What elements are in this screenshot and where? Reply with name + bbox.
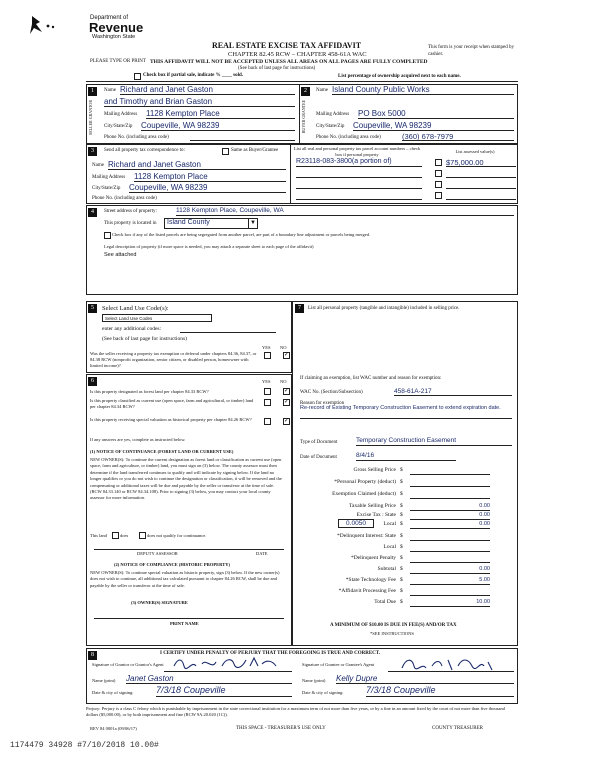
- buyer-side-label: BUYER GRANTEE: [301, 100, 306, 134]
- type-or-print: PLEASE TYPE OR PRINT: [90, 59, 146, 64]
- s3-name-value[interactable]: Richard and Janet Gaston: [108, 160, 286, 170]
- partial-sale-checkbox[interactable]: [134, 73, 141, 80]
- seller-mailing-value[interactable]: 1128 Kempton Place: [146, 109, 295, 119]
- agency-state: Washington State: [92, 34, 136, 40]
- form-warning: THIS AFFIDAVIT WILL NOT BE ACCEPTED UNLESS ALL AREAS ON ALL PAGES ARE FULLY COMPLETED: [150, 59, 428, 65]
- doc-date-value[interactable]: 8/4/16: [356, 452, 456, 461]
- see-back-note: (See back of last page for instructions): [238, 66, 316, 71]
- rev-label: REV 84 0001a (09/06/17): [90, 726, 137, 731]
- agency-line1: Department of: [90, 15, 129, 21]
- land-use-label: Select Land Use Code(s):: [102, 305, 169, 312]
- grantee-name-value[interactable]: Kelly Dupre: [336, 674, 514, 684]
- parcel-line-4[interactable]: [296, 192, 422, 200]
- buyer-mailing-label: Mailing Address: [316, 112, 350, 117]
- s5-q1: Was the seller receiving a property tax exemption or deferral under chapters 84.36, 84.37, or 84.38 RCW (nonprofit organization, senior citizen, or disabled person, homeowner with limited income)?: [90, 351, 257, 368]
- fee-label: *State Technology Fee: [345, 577, 396, 583]
- fee-value[interactable]: 0.00: [410, 512, 490, 520]
- does-checkbox[interactable]: [112, 532, 119, 539]
- fee-row-processing: *Affidavit Processing Fee $: [300, 588, 500, 598]
- buyer-city-label: City/State/Zip: [316, 124, 345, 129]
- section-number-1: 1: [88, 87, 97, 96]
- grantor-name-label: Name (print): [92, 678, 116, 683]
- s3-name-label: Name: [92, 163, 104, 168]
- additional-codes-input[interactable]: [180, 325, 276, 333]
- minimum-note: A MINIMUM OF $10.00 IS DUE IN FEE(S) AND/OR TAX: [330, 623, 457, 628]
- fee-row-gross: Gross Selling Price $: [300, 467, 500, 477]
- fee-value[interactable]: 5.00: [410, 577, 490, 585]
- grantor-date-value[interactable]: 7/3/18 Coupeville: [156, 685, 292, 697]
- buyer-city-value[interactable]: Coupeville, WA 98239: [353, 121, 514, 131]
- segregate-checkbox[interactable]: [104, 232, 111, 239]
- fee-value[interactable]: [410, 479, 490, 487]
- wac-value[interactable]: 458-61A-217: [394, 388, 512, 396]
- s5-q1-no-checkbox[interactable]: [283, 352, 290, 359]
- assessed-line-4[interactable]: [446, 192, 516, 200]
- doc-date-label: Date of Document: [300, 455, 337, 460]
- s6-q3-yes-checkbox[interactable]: [264, 418, 271, 425]
- s5-yes: YES: [262, 345, 271, 350]
- s5-q1-yes-checkbox[interactable]: [264, 352, 271, 359]
- check-icon: ✓: [284, 399, 290, 405]
- s6-no: NO: [280, 379, 287, 384]
- see-instructions: *SEE INSTRUCTIONS: [370, 631, 414, 636]
- buyer-mailing-value[interactable]: PO Box 5000: [358, 109, 514, 119]
- correspondence-label: Send all property tax correspondence to:: [104, 148, 185, 153]
- additional-codes-label: enter any additional codes:: [102, 326, 162, 332]
- personal-property-checkbox-3[interactable]: [435, 181, 442, 188]
- fee-label: *Delinquent Interest: State: [337, 533, 396, 539]
- buyer-phone-value[interactable]: (360) 678-7979: [402, 132, 514, 141]
- check-icon: ✓: [284, 418, 290, 424]
- personal-property-checkbox-4[interactable]: [435, 192, 442, 199]
- county-select[interactable]: [164, 218, 258, 229]
- personal-property-label: List all personal property (tangible and intangible) included in selling price.: [308, 306, 460, 311]
- fee-label: Gross Selling Price: [353, 467, 396, 473]
- s6-if-yes: If any answers are yes, complete as instructed below.: [90, 437, 186, 442]
- perjury-note: Perjury: Perjury is a class C felony which is punishable by imprisonment in the state correctional institution for a maximum term of not more than five years, or by a fine in an amount fixed by the court of not more than five thousand dollars ($5,000.00), or by both imprisonment and fine (RCW 9A.20.020 (1C)).: [86, 706, 505, 717]
- fee-label: Exemption Claimed (deduct): [332, 491, 396, 497]
- fee-row-interest-local: Local $: [300, 544, 500, 554]
- seller-phone-value[interactable]: [190, 133, 295, 141]
- fee-row-taxable: Taxable Selling Price $ 0.00: [349, 503, 490, 509]
- seller-side-label: SELLER GRANTOR: [88, 100, 93, 135]
- fee-label: Local: [383, 544, 396, 550]
- fee-value[interactable]: [410, 491, 490, 499]
- does-label: does: [120, 533, 129, 538]
- notice2-title: (2) NOTICE OF COMPLIANCE (HISTORIC PROPERTY): [114, 562, 230, 567]
- grantee-signature[interactable]: [388, 660, 514, 672]
- does-not-checkbox[interactable]: [139, 532, 146, 539]
- ownership-note: List percentage of ownership acquired next to each name.: [338, 74, 461, 79]
- deputy-date-label: DATE: [256, 551, 268, 556]
- parcel-header: List all real and personal property tax parcel account numbers – check box if personal property: [293, 146, 421, 157]
- agency-logo-icon: [28, 12, 58, 38]
- land-use-select[interactable]: Select Land Use Codes: [102, 314, 212, 322]
- fee-row-tech-fee: *State Technology Fee $ 5.00: [345, 577, 490, 583]
- grantor-signature[interactable]: [164, 660, 292, 672]
- grantee-signature-icon: [388, 656, 514, 672]
- personal-property-checkbox-2[interactable]: [435, 170, 442, 177]
- fee-value[interactable]: [410, 467, 490, 475]
- seller-city-label: City/State/Zip: [104, 124, 133, 129]
- fee-row-subtotal: Subtotal $ 0.00: [377, 566, 490, 572]
- assessed-value[interactable]: $75,000.00: [446, 158, 516, 167]
- check-icon: ✓: [284, 388, 290, 394]
- seller-city-value[interactable]: Coupeville, WA 98239: [141, 121, 295, 131]
- grantor-name-value[interactable]: Janet Gaston: [126, 674, 292, 684]
- check-icon: ✓: [284, 352, 290, 358]
- fee-label: Excise Tax : State: [356, 512, 396, 518]
- fee-value[interactable]: 0.00: [410, 566, 490, 574]
- receipt-note: This form is your receipt when stamped by cashier.: [428, 45, 514, 57]
- s3-city-value[interactable]: Coupeville, WA 98239: [129, 183, 286, 193]
- buyer-name-label: Name: [316, 88, 328, 93]
- s6-q3: Is this property receiving special valuation as historical property per chapter 84.26 RCW?: [90, 417, 252, 422]
- grantor-date-label: Date & city of signing:: [92, 690, 134, 695]
- form-chapter: CHAPTER 82.45 RCW – CHAPTER 458-61A WAC: [228, 51, 367, 58]
- s3-mailing-label: Mailing Address: [92, 175, 126, 180]
- form-title: REAL ESTATE EXCISE TAX AFFIDAVIT: [212, 41, 362, 50]
- treasurer-space-label: THIS SPACE - TREASURER'S USE ONLY: [236, 726, 326, 731]
- wac-label: WAC No. (Section/Subsection): [300, 390, 363, 395]
- fee-value[interactable]: [410, 533, 490, 541]
- section-number-6: 6: [88, 377, 97, 386]
- fee-row-personal: *Personal Property (deduct) $: [300, 479, 500, 489]
- assessed-header: List assessed value(s): [455, 149, 495, 154]
- section-4: [86, 205, 518, 295]
- reason-value[interactable]: Re-record of Existing Temporary Construction Easement to extend expiration date.: [300, 405, 512, 419]
- section-number-5: 5: [88, 304, 97, 313]
- fee-label: *Personal Property (deduct): [334, 479, 396, 485]
- assessed-line-2[interactable]: [446, 170, 516, 178]
- notice1-title: (1) NOTICE OF CONTINUANCE (FOREST LAND OR CURRENT USE): [90, 449, 234, 454]
- section-number-7: 7: [295, 304, 304, 313]
- county-treasurer-label: COUNTY TREASURER: [432, 726, 483, 731]
- county-select-value: Island County: [167, 219, 210, 226]
- s3-city-label: City/State/Zip: [92, 186, 121, 191]
- s3-mailing-value[interactable]: 1128 Kempton Place: [134, 172, 286, 182]
- seller-phone-label: Phone No. (including area code): [104, 135, 169, 140]
- parcel-line-2[interactable]: [296, 170, 422, 178]
- seller-name-value[interactable]: Richard and Janet Gaston: [120, 85, 295, 95]
- notice1-body: NEW OWNER(S): To continue the current designation as forest land or classification as current use (open space, farm and agriculture, or timber) land, you must sign on (3) below. The county assessor must then determine if the land transferred continues to qualify and will indicate by signing below. If the land no longer qualifies or you do not wish to continue the designation or classification, it will be removed and the compensating or additional taxes will be due and payable by the seller or transferor at the time of sale. (RCW 84.33.140 or RCW 84.34.108). Prior to signing (3) below, you may contact your local county assessor for more information.: [90, 457, 282, 501]
- grantee-sig-label: Signature of Grantee or Grantee's Agent: [302, 662, 375, 667]
- s5-no: NO: [280, 345, 287, 350]
- same-as-buyer-label: Same as Buyer/Grantee: [231, 148, 279, 153]
- does-not-label: does not qualify for continuance.: [147, 533, 207, 538]
- fee-value[interactable]: 0.00: [410, 521, 490, 529]
- seller-mailing-label: Mailing Address: [104, 112, 138, 117]
- recording-stamp: 1174479 34928 #7/10/2018 10.00#: [10, 741, 159, 750]
- reason-label: Reason for exemption: [300, 401, 345, 406]
- grantee-date-value[interactable]: 7/3/18 Coupeville: [366, 685, 514, 697]
- owner-signature-label: (3) OWNER(S) SIGNATURE: [131, 600, 188, 605]
- s6-q3-no-checkbox[interactable]: [283, 418, 290, 425]
- fee-row-local-tax: Local $ 0.00: [383, 521, 490, 527]
- section-number-4: 4: [88, 208, 97, 217]
- s6-yes: YES: [262, 379, 271, 384]
- fee-label: Taxable Selling Price: [349, 503, 396, 509]
- street-value[interactable]: 1128 Kempton Place, Coupeville, WA: [176, 207, 514, 216]
- fee-value[interactable]: [410, 555, 490, 563]
- partial-sale-label: Check box if partial sale, indicate % ____ sold.: [143, 73, 244, 78]
- section-number-3: 3: [88, 147, 97, 156]
- fee-label: Total Due: [374, 599, 396, 605]
- buyer-name-value[interactable]: Island County Public Works: [332, 85, 514, 95]
- section-6: [86, 374, 292, 646]
- this-land-label: This land: [90, 533, 107, 538]
- fee-label: *Affidavit Processing Fee: [338, 588, 396, 594]
- located-label: This property is located in: [104, 221, 157, 226]
- fee-value[interactable]: [410, 544, 490, 552]
- fee-label: Local: [383, 521, 396, 527]
- seller-name-label: Name: [104, 88, 116, 93]
- seller-name-value2[interactable]: and Timothy and Brian Gaston: [104, 97, 295, 107]
- local-rate-box[interactable]: 0.0050: [338, 519, 374, 528]
- s6-q2: Is this property classified as current use (open space, farm and agricultural, or timber) land per chapter 84.34 RCW?: [90, 398, 254, 409]
- street-label: Street address of property:: [104, 209, 157, 214]
- grantor-signature-icon: [164, 656, 292, 672]
- parcel-line-3[interactable]: [296, 181, 422, 189]
- fee-row-penalty: *Delinquent Penalty $: [300, 555, 500, 565]
- grantor-sig-label: Signature of Grantor or Grantor's Agent: [92, 662, 164, 667]
- fee-label: *Delinquent Penalty: [350, 555, 396, 561]
- doc-type-label: Type of Document: [300, 440, 338, 445]
- personal-property-checkbox-1[interactable]: [435, 159, 442, 166]
- fee-label: Subtotal: [377, 566, 396, 572]
- parcel-number-value[interactable]: R23118-083-3800(a portion of): [296, 158, 422, 167]
- buyer-phone-label: Phone No. (including area code): [316, 135, 381, 140]
- legal-label: Legal description of property (if more space is needed, you may attach a separate sheet to each page of the affidavit): [104, 244, 314, 249]
- same-as-buyer-checkbox[interactable]: [222, 148, 229, 155]
- assessed-line-3[interactable]: [446, 181, 516, 189]
- s6-q2-no-checkbox[interactable]: [283, 399, 290, 406]
- chevron-down-icon: ▼: [248, 219, 257, 228]
- fee-value[interactable]: [410, 588, 490, 596]
- s6-q1-no-checkbox[interactable]: [283, 388, 290, 395]
- print-name-label: PRINT NAME: [170, 621, 199, 626]
- section-number-2: 2: [301, 87, 310, 96]
- deputy-assessor-label: DEPUTY ASSESSOR: [137, 551, 178, 556]
- s6-q1: Is this property designated as forest land per chapter 84.33 RCW?: [90, 389, 209, 394]
- s6-q2-yes-checkbox[interactable]: [264, 399, 271, 406]
- fee-value[interactable]: 0.00: [410, 503, 490, 511]
- agency-name: Revenue: [89, 20, 144, 35]
- fee-row-exemption: Exemption Claimed (deduct) $: [300, 491, 500, 501]
- s3-phone-label: Phone No. (including area code): [92, 196, 157, 201]
- notice2-body: NEW OWNER(S): To continue special valuation as historic property, sign (3) below. If the new owner(s) does not wish to continue, all additional tax calculated pursuant to chapter 84.26 RCW, shall be due and payable by the seller or transferor at the time of sale.: [90, 570, 280, 588]
- grantee-name-label: Name (print): [302, 678, 326, 683]
- s6-q1-yes-checkbox[interactable]: [264, 388, 271, 395]
- exemption-label: If claiming an exemption, list WAC number and reason for exemption:: [300, 376, 442, 381]
- legal-value: See attached: [104, 252, 137, 258]
- s5-see-back: (See back of last page for instructions): [102, 336, 187, 342]
- fee-value[interactable]: 10.00: [410, 599, 490, 607]
- fee-row-state-tax: Excise Tax : State $ 0.00: [356, 512, 490, 518]
- section-number-8: 8: [88, 651, 97, 660]
- fee-row-total: Total Due $ 10.00: [374, 599, 490, 605]
- certify-label: I CERTIFY UNDER PENALTY OF PERJURY THAT THE FOREGOING IS TRUE AND CORRECT.: [160, 651, 381, 656]
- segregate-note: Check box if any of the listed parcels are being segregated from another parcel, are part of a boundary line adjustment or parcels being merged.: [112, 232, 371, 237]
- grantee-date-label: Date & city of signing:: [302, 690, 344, 695]
- doc-type-value[interactable]: Temporary Construction Easement: [356, 437, 512, 446]
- fee-row-interest-state: *Delinquent Interest: State $: [300, 533, 500, 543]
